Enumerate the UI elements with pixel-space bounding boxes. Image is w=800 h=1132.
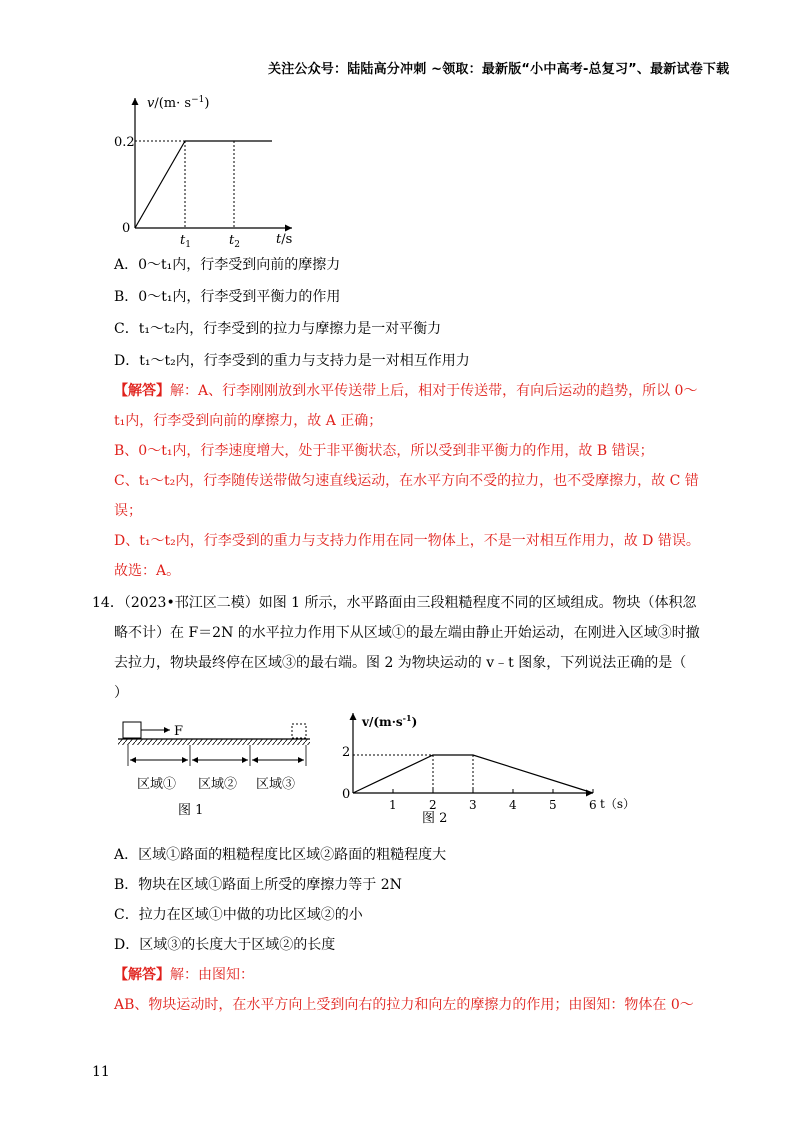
block (123, 722, 141, 738)
q14-option-d: D．区域③的长度大于区域②的长度 (114, 937, 336, 953)
q14-answer-line1: 【解答】解：由图知： (114, 967, 254, 983)
x-axis-label: t/s (276, 232, 293, 247)
region2-label: 区域② (198, 777, 238, 792)
x-tick-label-6: 6 (589, 798, 597, 812)
region3-label: 区域③ (256, 777, 296, 792)
page-number: 11 (92, 1064, 110, 1080)
q13-option-d: D．t₁～t₂内，行李受到的重力与支持力是一对相互作用力 (114, 353, 470, 369)
q13-answer-line5: 误； (114, 503, 142, 519)
q13-answer-line3: B、0～t₁内，行李速度增大，处于非平衡状态，所以受到非平衡力的作用，故 B 错误； (114, 443, 654, 459)
answer-label: 【解答】 (114, 967, 170, 983)
origin-label: 0 (122, 221, 131, 236)
page-header: 关注公众号：陆陆高分冲刺 ~领取：最新版“小中高考-总复习”、最新试卷下载 (268, 62, 730, 77)
q13-answer-line2: t₁内，行李受到向前的摩擦力，故 A 正确； (114, 413, 383, 429)
accel-line (135, 141, 185, 228)
x-axis-label: t（s） (600, 797, 635, 811)
force-label: F (174, 724, 184, 739)
x-tick-label-4: 4 (509, 798, 517, 812)
q13-answer-line1: 【解答】解：A、行李刚刚放到水平传送带上后，相对于传送带，有向后运动的趋势，所以 0～ (114, 383, 698, 399)
y-axis-label: $v/(m\cdot s^{-1})$ (147, 95, 210, 111)
q14-option-a: A．区域①路面的粗糙程度比区域②路面的粗糙程度大 (114, 847, 447, 863)
x-tick-label-1: 1 (389, 798, 397, 812)
t1-label: $t_1$ (180, 233, 191, 248)
figure-2-caption: 图 2 (422, 811, 448, 826)
q13-answer-line6: D、t₁～t₂内，行李受到的重力与支持力作用在同一物体上，不是一对相互作用力，故 D 错误。 (114, 533, 700, 549)
vt-graph-1 (100, 88, 310, 248)
region1-label: 区域① (137, 777, 177, 792)
figure-2-graph (338, 708, 638, 828)
x-tick-label-2: 2 (429, 798, 437, 812)
y-tick-2: 2 (342, 745, 351, 760)
block-final (292, 724, 306, 738)
q14-answer-line2: AB、物块运动时，在水平方向上受到向右的拉力和向左的摩擦力的作用；由图知：物体在 0～ (114, 997, 694, 1013)
y-tick-label: 0.2 (114, 135, 135, 150)
q13-option-c: C．t₁～t₂内，行李受到的拉力与摩擦力是一对平衡力 (114, 321, 442, 337)
q13-answer-line4: C、t₁～t₂内，行李随传送带做匀速直线运动，在水平方向不受的拉力，也不受摩擦力，故 C 错 (114, 473, 699, 489)
x-tick-label-5: 5 (549, 798, 557, 812)
q14-stem-line3: 去拉力，物块最终停在区域③的最右端。图 2 为物块运动的 v﹣t 图象，下列说法正确的是（ (114, 655, 687, 671)
q14-stem-line2: 略不计）在 F＝2N 的水平拉力作用下从区域①的最左端由静止开始运动，在刚进入区域③时撤 (114, 625, 700, 641)
figure-1-caption: 图 1 (178, 803, 204, 818)
x-tick-label-3: 3 (469, 798, 477, 812)
q13-answer-line7: 故选：A。 (114, 563, 181, 579)
origin-label: 0 (342, 787, 351, 802)
t2-label: $t_2$ (229, 233, 240, 248)
q13-option-b: B．0～t₁内，行李受到平衡力的作用 (114, 289, 341, 305)
q14-option-b: B．物块在区域①路面上所受的摩擦力等于 2N (114, 877, 402, 893)
figure-1-diagram (110, 712, 310, 822)
y-axis-label: $v/(m\cdot s^{-1})$ (362, 713, 418, 729)
q13-option-a: A．0～t₁内，行李受到向前的摩擦力 (114, 257, 341, 273)
q14-option-c: C．拉力在区域①中做的功比区域②的小 (114, 907, 363, 923)
q14-stem-line4: ） (114, 685, 128, 701)
ground-hatch (118, 739, 310, 745)
answer-label: 【解答】 (114, 383, 170, 399)
q14-stem-line1: 14．（2023•邗江区二模）如图 1 所示，水平路面由三段粗糙程度不同的区域组成。物块（体积忽 (92, 595, 697, 611)
